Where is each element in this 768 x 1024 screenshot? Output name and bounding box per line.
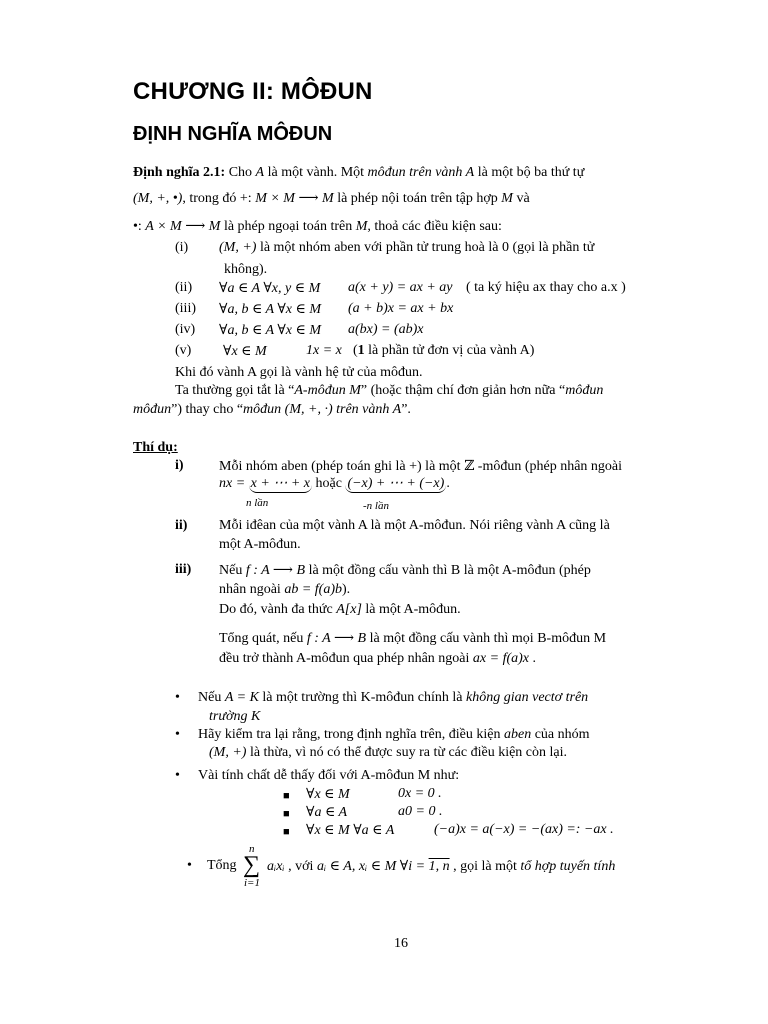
condition-iii-label: (iii): [175, 301, 196, 316]
square-bullet-icon: ■: [283, 790, 290, 802]
condition-iii-equation: (a + b)x = ax + bx: [348, 301, 454, 316]
square-bullet-icon: ■: [283, 826, 290, 838]
example-i-label: i): [175, 458, 184, 473]
last-bullet-text: aᵢxᵢ , với aᵢ ∈ A, xᵢ ∈ M ∀i = 1, n , gọi là một tổ hợp tuyến tính: [267, 859, 616, 874]
ta-thuong-line-1: Ta thường gọi tắt là “A-môđun M” (hoặc thậm chí đơn giản hơn nữa “môđun: [175, 383, 604, 398]
bullet-3-line-1: Vài tính chất dễ thấy đối với A-môđun M như:: [198, 768, 460, 783]
condition-v-note: (1 là phần tử đơn vị của vành A): [353, 343, 535, 358]
example-iii-label: iii): [175, 562, 192, 577]
chapter-title: CHƯƠNG II: MÔĐUN: [133, 78, 373, 105]
section-title: ĐỊNH NGHĨA MÔĐUN: [133, 123, 333, 145]
condition-ii-quantifier: ∀a ∈ A ∀x, y ∈ M: [219, 281, 321, 296]
sigma-upper-limit: n: [249, 843, 255, 855]
last-bullet-text-start: Tổng: [207, 858, 237, 873]
property-2-quantifier: ∀a ∈ A: [306, 805, 348, 820]
bullet-dot: •: [175, 690, 180, 705]
bullet-1-line-2: trường K: [209, 709, 261, 724]
bullet-2-line-2: (M, +) là thừa, vì nó có thể được suy ra từ các điều kiện còn lại.: [209, 745, 568, 760]
sigma-lower-limit: i=1: [244, 877, 260, 889]
property-1-equation: 0x = 0 .: [398, 786, 442, 801]
example-ii-line-2: một A-môđun.: [219, 537, 301, 552]
sigma-symbol: ∑: [243, 852, 261, 878]
example-ii-label: ii): [175, 518, 188, 533]
example-ii-line-1: Mỗi iđêan của một vành A là một A-môđun. Nói riêng vành A cũng là: [219, 518, 610, 533]
square-bullet-icon: ■: [283, 808, 290, 820]
bullet-1-line-1: Nếu A = K là một trường thì K-môđun chính là không gian vectơ trên: [198, 690, 589, 705]
bullet-dot: •: [175, 727, 180, 742]
examples-heading: Thí dụ:: [133, 440, 178, 455]
condition-ii-label: (ii): [175, 280, 193, 295]
example-iii-line-4: Tổng quát, nếu f : A ⟶ B là một đồng cấu vành thì mọi B-môđun M: [219, 631, 607, 646]
property-3-quantifier: ∀x ∈ M ∀a ∈ A: [306, 823, 395, 838]
definition-term: môđun trên vành A: [367, 165, 475, 180]
ta-thuong-line-2: môđun”) thay cho “môđun (M, +, ·) trên vành A”.: [133, 402, 411, 417]
condition-v-label: (v): [175, 343, 192, 358]
definition-line-2: (M, +, •), trong đó +: M × M ⟶ M là phép nội toán trên tập hợp M và: [133, 191, 530, 206]
khi-do-text: Khi đó vành A gọi là vành hệ tử của môđun.: [175, 365, 423, 380]
condition-iv-quantifier: ∀a, b ∈ A ∀x ∈ M: [219, 323, 322, 338]
condition-i-label: (i): [175, 240, 189, 255]
definition-line-3: •: A × M ⟶ M là phép ngoại toán trên M, thoả các điều kiện sau:: [133, 219, 502, 234]
condition-i-text: (M, +) là một nhóm aben với phần tử trung hoà là 0 (gọi là phần tử: [219, 240, 595, 255]
example-iii-line-3: Do đó, vành đa thức A[x] là một A-môđun.: [219, 602, 461, 617]
condition-iii-quantifier: ∀a, b ∈ A ∀x ∈ M: [219, 302, 322, 317]
property-3-equation: (−a)x = a(−x) = −(ax) =: −ax .: [434, 822, 614, 837]
condition-iv-label: (iv): [175, 322, 196, 337]
condition-ii-equation: a(x + y) = ax + ay: [348, 280, 453, 295]
property-1-quantifier: ∀x ∈ M: [306, 787, 350, 802]
condition-i-continuation: không).: [224, 262, 268, 277]
underbrace-minus-n-times: (−x) + ⋯ + (−x): [347, 476, 445, 491]
example-iii-line-1: Nếu f : A ⟶ B là một đồng cấu vành thì B là một A-môđun (phép: [219, 563, 591, 578]
condition-iv-equation: a(bx) = (ab)x: [348, 322, 424, 337]
definition-label: Định nghĩa 2.1:: [133, 165, 226, 180]
example-i-line-2: nx = x + ⋯ + x hoặc (−x) + ⋯ + (−x) .: [219, 476, 450, 491]
underbrace-label-n: n lần: [246, 497, 269, 509]
property-2-equation: a0 = 0 .: [398, 804, 443, 819]
condition-ii-note: ( ta ký hiệu ax thay cho a.x ): [466, 280, 626, 295]
definition-line-1: Định nghĩa 2.1: Cho A là một vành. Một môđun trên vành A là một bộ ba thứ tự: [133, 165, 585, 180]
bullet-dot: •: [175, 768, 180, 783]
example-i-line-1: Mỗi nhóm aben (phép toán ghi là +) là một ℤ -môđun (phép nhân ngoài: [219, 459, 623, 474]
condition-v-quantifier: ∀x ∈ M: [223, 344, 267, 359]
condition-v-equation: 1x = x: [306, 343, 342, 358]
bullet-dot: •: [187, 858, 192, 873]
page-number: 16: [394, 936, 408, 951]
example-iii-line-2: nhân ngoài ab = f(a)b).: [219, 582, 351, 597]
example-iii-line-5: đều trở thành A-môđun qua phép nhân ngoài ax = f(a)x .: [219, 651, 537, 666]
bullet-2-line-1: Hãy kiểm tra lại rằng, trong định nghĩa trên, điều kiện aben của nhóm: [198, 727, 590, 742]
underbrace-label-minus-n: -n lần: [363, 500, 389, 512]
underbrace-n-times: x + ⋯ + x: [250, 476, 310, 491]
